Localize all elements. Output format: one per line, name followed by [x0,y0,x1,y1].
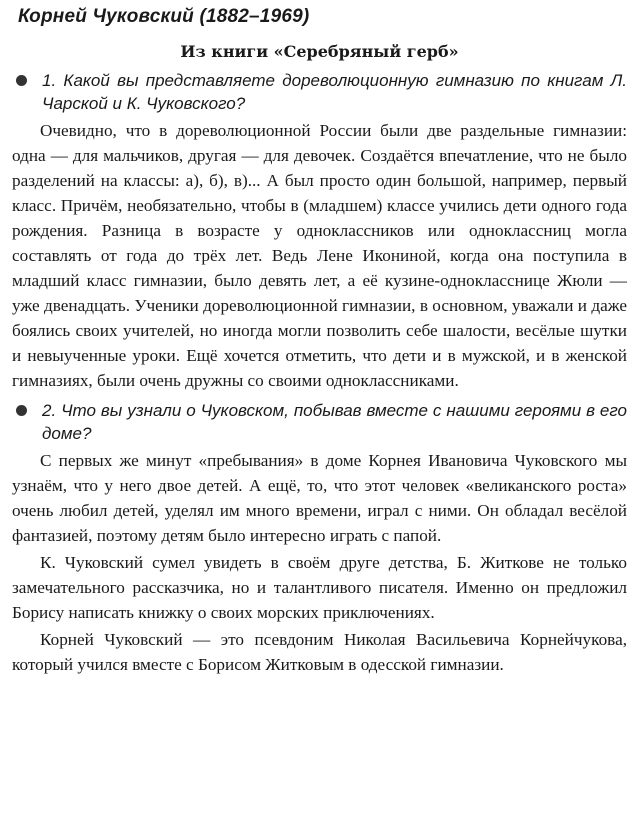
question-2-text: 2. Что вы узнали о Чуковском, побывав вместе с нашими героями в его доме? [42,401,627,443]
answer-2-paragraph-3: Корней Чуковский — это псевдоним Николая Васильевича Корнейчукова, который учился вместе с Борисом Житковым в одесской гимназии. [12,630,627,674]
answer-2-paragraph-1: С первых же минут «пребывания» в доме Корнея Ивановича Чуковского мы узнаём, что у него двое детей. А ещё, то, что этот человек «великанского роста» очень любил детей, уделял им много времени, играл с ними. Он обладал весёлой фантазией, поэтому детям было интересно играть с папой. [12,451,627,545]
book-title: Из книги «Серебряный герб» [180,42,459,61]
answer-2-paragraph-2: К. Чуковский сумел увидеть в своём друге детства, Б. Житкове не только замечательного рассказчика, но и талантливого писателя. Именно он предложил Борису написать книжку о своих морских приключениях. [12,553,627,622]
bullet-icon [16,75,27,86]
question-1-text: 1. Какой вы представляете дореволюционную гимназию по книгам Л. Чарской и К. Чуковского? [42,71,627,113]
question-1 [12,69,627,115]
author-heading: Корней Чуковский (1882–1969) [18,6,310,27]
question-2 [12,399,627,445]
bullet-icon [16,405,27,416]
answer-1-paragraph: Очевидно, что в дореволюционной России были две раздельные гимназии: одна — для мальчиков, другая — для девочек. Создаётся впечатление, что не было разделений на классы: а), б), в)... А был просто один большой, например, первый класс. Причём, необязательно, чтобы в (младшем) классе учились дети одного года рождения. Разница в возрасте у одноклассников или одноклассниц могла составлять от года до трёх лет. Ведь Лене Икониной, когда она поступила в младший класс гимназии, было девять лет, а её кузине-однокласснице Жюли — уже двенадцать. Ученики дореволюционной гимназии, в основном, уважали и даже боялись своих учителей, но иногда могли позволить себе шалости, весёлые шутки и невыученные уроки. Ещё хочется отметить, что дети и в мужской, и в женской гимназиях, были очень дружны со своими одноклассниками. [12,121,627,390]
